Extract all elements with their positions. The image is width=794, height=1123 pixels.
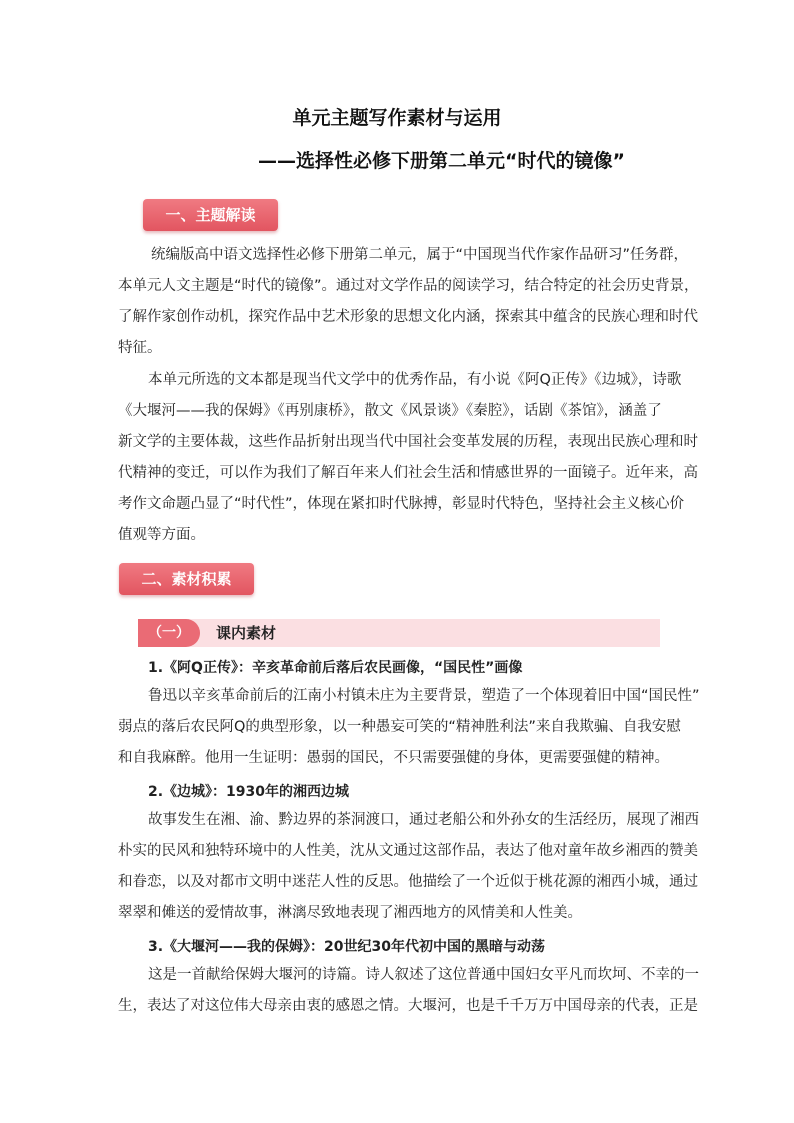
page-title: 单元主题写作素材与运用 (292, 107, 502, 129)
text-line: 鲁迅以辛亥革命前后的江南小村镇未庄为主要背景，塑造了一个体现着旧中国“国民性” (148, 688, 700, 704)
text-line: 本单元所选的文本都是现当代文学中的优秀作品，有小说《阿Q正传》《边城》，诗歌 (148, 372, 682, 388)
item-heading-2: 2.《边城》：1930年的湘西边城 (148, 784, 350, 800)
subsection-bar (138, 619, 660, 647)
text-line: 了解作家创作动机，探究作品中艺术形象的思想文化内涵，探索其中蕴含的民族心理和时代 (118, 309, 698, 325)
subsection-label: 课内素材 (216, 624, 277, 642)
section-heading-theme: 一、主题解读 (143, 199, 278, 231)
text-line: 生，表达了对这位伟大母亲由衷的感恩之情。大堰河，也是千千万万中国母亲的代表，正是 (118, 998, 698, 1014)
text-line: 代精神的变迁，可以作为我们了解百年来人们社会生活和情感世界的一面镜子。近年来，高 (118, 465, 698, 481)
theme-paragraph-2 (118, 365, 698, 551)
item-heading-1: 1.《阿Q正传》：辛亥革命前后落后农民画像，“国民性”画像 (148, 660, 523, 676)
theme-paragraph-1 (118, 240, 699, 364)
text-line: 和眷恋，以及对都市文明中迷茫人性的反思。他描绘了一个近似于桃花源的湘西小城，通过 (118, 874, 698, 890)
text-line: 和自我麻醉。他用一生证明：愚弱的国民，不只需要强健的身体，更需要强健的精神。 (118, 750, 669, 766)
text-line: 特征。 (118, 340, 162, 356)
section-heading-materials: 二、素材积累 (119, 563, 254, 595)
text-line: 故事发生在湘、渝、黔边界的茶洞渡口，通过老船公和外孙女的生活经历，展现了湘西 (148, 812, 699, 828)
text-line: 这是一首献给保姆大堰河的诗篇。诗人叙述了这位普通中国妇女平凡而坎坷、不幸的一 (148, 967, 699, 983)
item-heading-3: 3.《大堰河——我的保姆》：20世纪30年代初中国的黑暗与动荡 (148, 939, 546, 955)
text-line: 《大堰河——我的保姆》《再别康桥》，散文《风景谈》《秦腔》，话剧《茶馆》，涵盖了 (118, 403, 662, 419)
text-line: 本单元人文主题是“时代的镜像”。通过对文学作品的阅读学习，结合特定的社会历史背景， (118, 278, 699, 294)
text-line: 考作文命题凸显了“时代性”，体现在紧扣时代脉搏，彰显时代特色，坚持社会主义核心价 (118, 496, 685, 512)
subsection-tag: （一） (138, 619, 200, 647)
item-body-1 (118, 681, 700, 774)
text-line: 朴实的民风和独特环境中的人性美，沈从文通过这部作品，表达了他对童年故乡湘西的赞美 (118, 843, 698, 859)
text-line: 新文学的主要体裁，这些作品折射出现当代中国社会变革发展的历程，表现出民族心理和时 (118, 434, 698, 450)
text-line: 弱点的落后农民阿Q的典型形象，以一种愚妄可笑的“精神胜利法”来自我欺骗、自我安慰 (118, 719, 681, 735)
text-line: 统编版高中语文选择性必修下册第二单元，属于“中国现当代作家作品研习”任务群， (151, 247, 689, 263)
item-body-3 (118, 960, 699, 1022)
text-line: 翠翠和傩送的爱情故事，淋漓尽致地表现了湘西地方的风情美和人性美。 (118, 905, 582, 921)
text-line: 值观等方面。 (118, 527, 205, 543)
item-body-2 (118, 805, 699, 929)
page-subtitle: ——选择性必修下册第二单元“时代的镜像” (258, 150, 625, 172)
